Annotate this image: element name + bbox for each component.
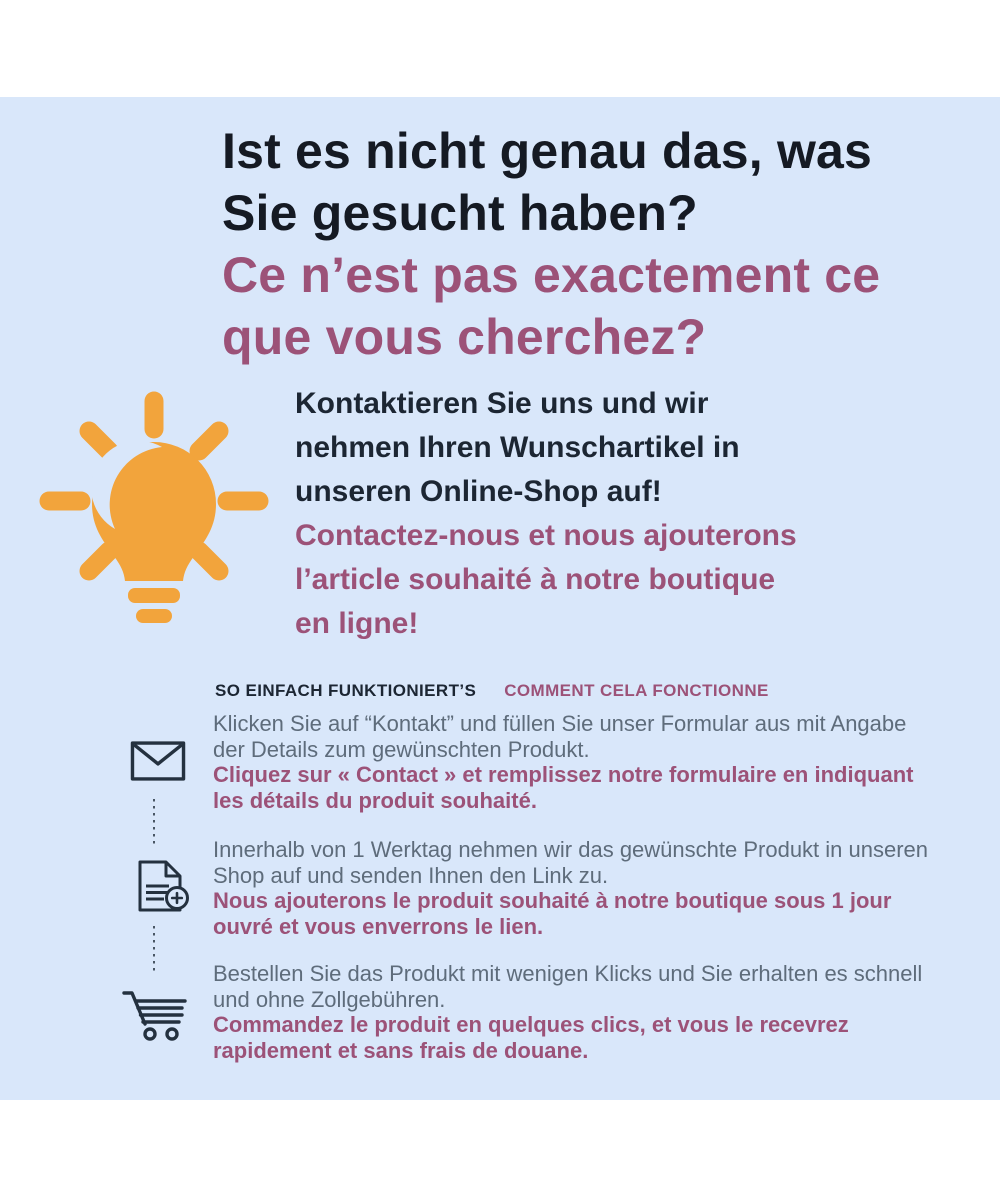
lightbulb-icon — [38, 388, 270, 630]
title-de-line2: Sie gesucht haben? — [222, 185, 698, 241]
step-2-text-de: Innerhalb von 1 Werktag nehmen wir das gewünschte Produkt in unseren Shop auf und senden Ihnen den Link zu. — [213, 837, 929, 888]
title-de-line1: Ist es nicht genau das, was — [222, 123, 873, 179]
step-3 — [213, 961, 941, 1063]
title-german — [222, 120, 880, 244]
intro-de-line1: Kontaktieren Sie uns und wir — [295, 387, 709, 420]
title-fr-line1: Ce n’est pas exactement ce — [222, 247, 881, 303]
page-title — [222, 120, 880, 368]
step-1-text-de: Klicken Sie auf “Kontakt” und füllen Sie unser Formular aus mit Angabe der Details zum gewünschten Produkt. — [213, 711, 907, 762]
envelope-icon — [130, 741, 186, 781]
document-add-icon — [131, 859, 189, 915]
step-1 — [213, 711, 941, 813]
dotted-connector — [153, 926, 155, 972]
shopping-cart-icon — [121, 986, 189, 1042]
intro-german — [295, 382, 797, 514]
how-it-works-label-de: SO EINFACH FUNKTIONIERT’S — [215, 681, 477, 700]
intro-fr-line2: l’article souhaité à notre boutique — [295, 563, 776, 596]
intro-text — [295, 382, 797, 646]
intro-fr-line3: en ligne! — [295, 607, 419, 640]
step-1-text-fr: Cliquez sur « Contact » et remplissez notre formulaire en indiquant les détails du produit souhaité. — [213, 762, 914, 813]
intro-de-line2: nehmen Ihren Wunschartikel in — [295, 431, 740, 464]
intro-french — [295, 514, 797, 646]
step-2 — [213, 837, 941, 939]
title-french — [222, 244, 880, 368]
intro-de-line3: unseren Online-Shop auf! — [295, 475, 662, 508]
dotted-connector — [153, 799, 155, 844]
step-2-text-fr: Nous ajouterons le produit souhaité à notre boutique sous 1 jour ouvré et vous enverrons le lien. — [213, 888, 892, 939]
step-3-text-de: Bestellen Sie das Produkt mit wenigen Klicks und Sie erhalten es schnell und ohne Zollgebühren. — [213, 961, 923, 1012]
how-it-works-label-fr: COMMENT CELA FONCTIONNE — [504, 681, 769, 700]
how-it-works-header — [215, 681, 769, 701]
intro-fr-line1: Contactez-nous et nous ajouterons — [295, 519, 797, 552]
step-3-text-fr: Commandez le produit en quelques clics, et vous le recevrez rapidement et sans frais de douane. — [213, 1012, 849, 1063]
title-fr-line2: que vous cherchez? — [222, 309, 707, 365]
